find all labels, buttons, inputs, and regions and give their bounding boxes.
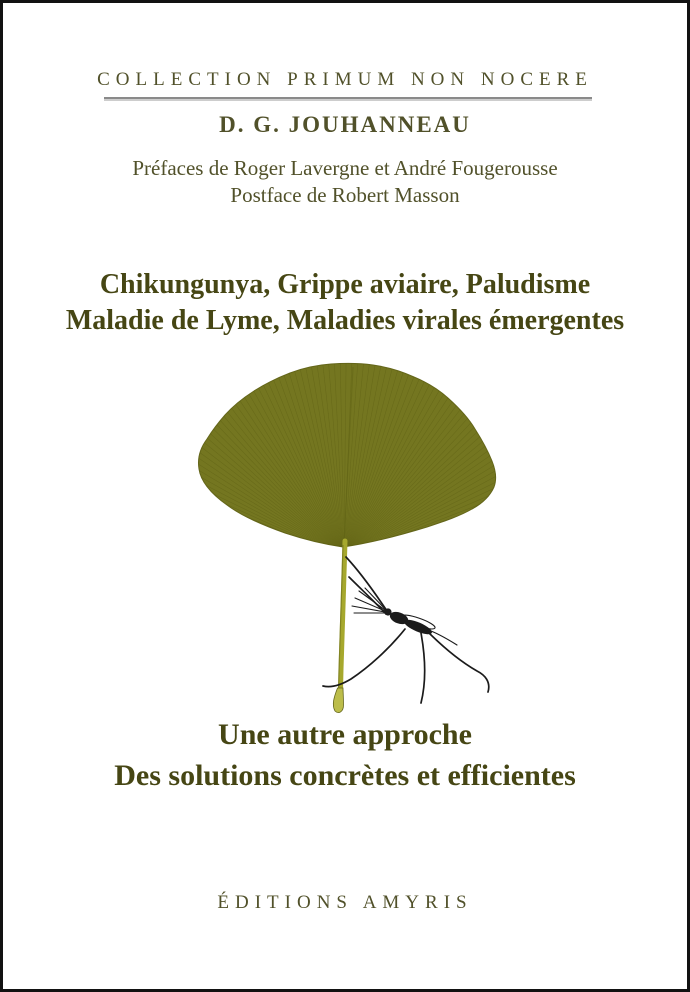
- book-title: [3, 267, 687, 339]
- preface-credit: Préfaces de Roger Lavergne et André Fougerousse: [132, 156, 558, 180]
- title-line-1: Chikungunya, Grippe aviaire, Paludisme: [99, 269, 591, 300]
- collection-title: COLLECTION PRIMUM NON NOCERE: [97, 69, 593, 90]
- collection-rule-divider: [104, 97, 592, 101]
- book-subtitle: [3, 714, 687, 796]
- ginkgo-leaf-illustration: [175, 361, 515, 717]
- title-line-2: Maladie de Lyme, Maladies virales émergentes: [65, 305, 625, 336]
- subtitle-line-2: Des solutions concrètes et efficientes: [114, 759, 576, 792]
- leaf-blade: [198, 363, 495, 547]
- author-name: D. G. JOUHANNEAU: [219, 112, 471, 137]
- subtitle-line-1: Une autre approche: [218, 718, 472, 751]
- leaf-stem-tip: [333, 688, 343, 713]
- credits-block: [3, 155, 687, 209]
- mosquito-drawing: [323, 557, 489, 703]
- ginkgo-leaf-svg: [175, 361, 515, 717]
- publisher-name: ÉDITIONS AMYRIS: [217, 892, 473, 913]
- postface-credit: Postface de Robert Masson: [230, 183, 460, 207]
